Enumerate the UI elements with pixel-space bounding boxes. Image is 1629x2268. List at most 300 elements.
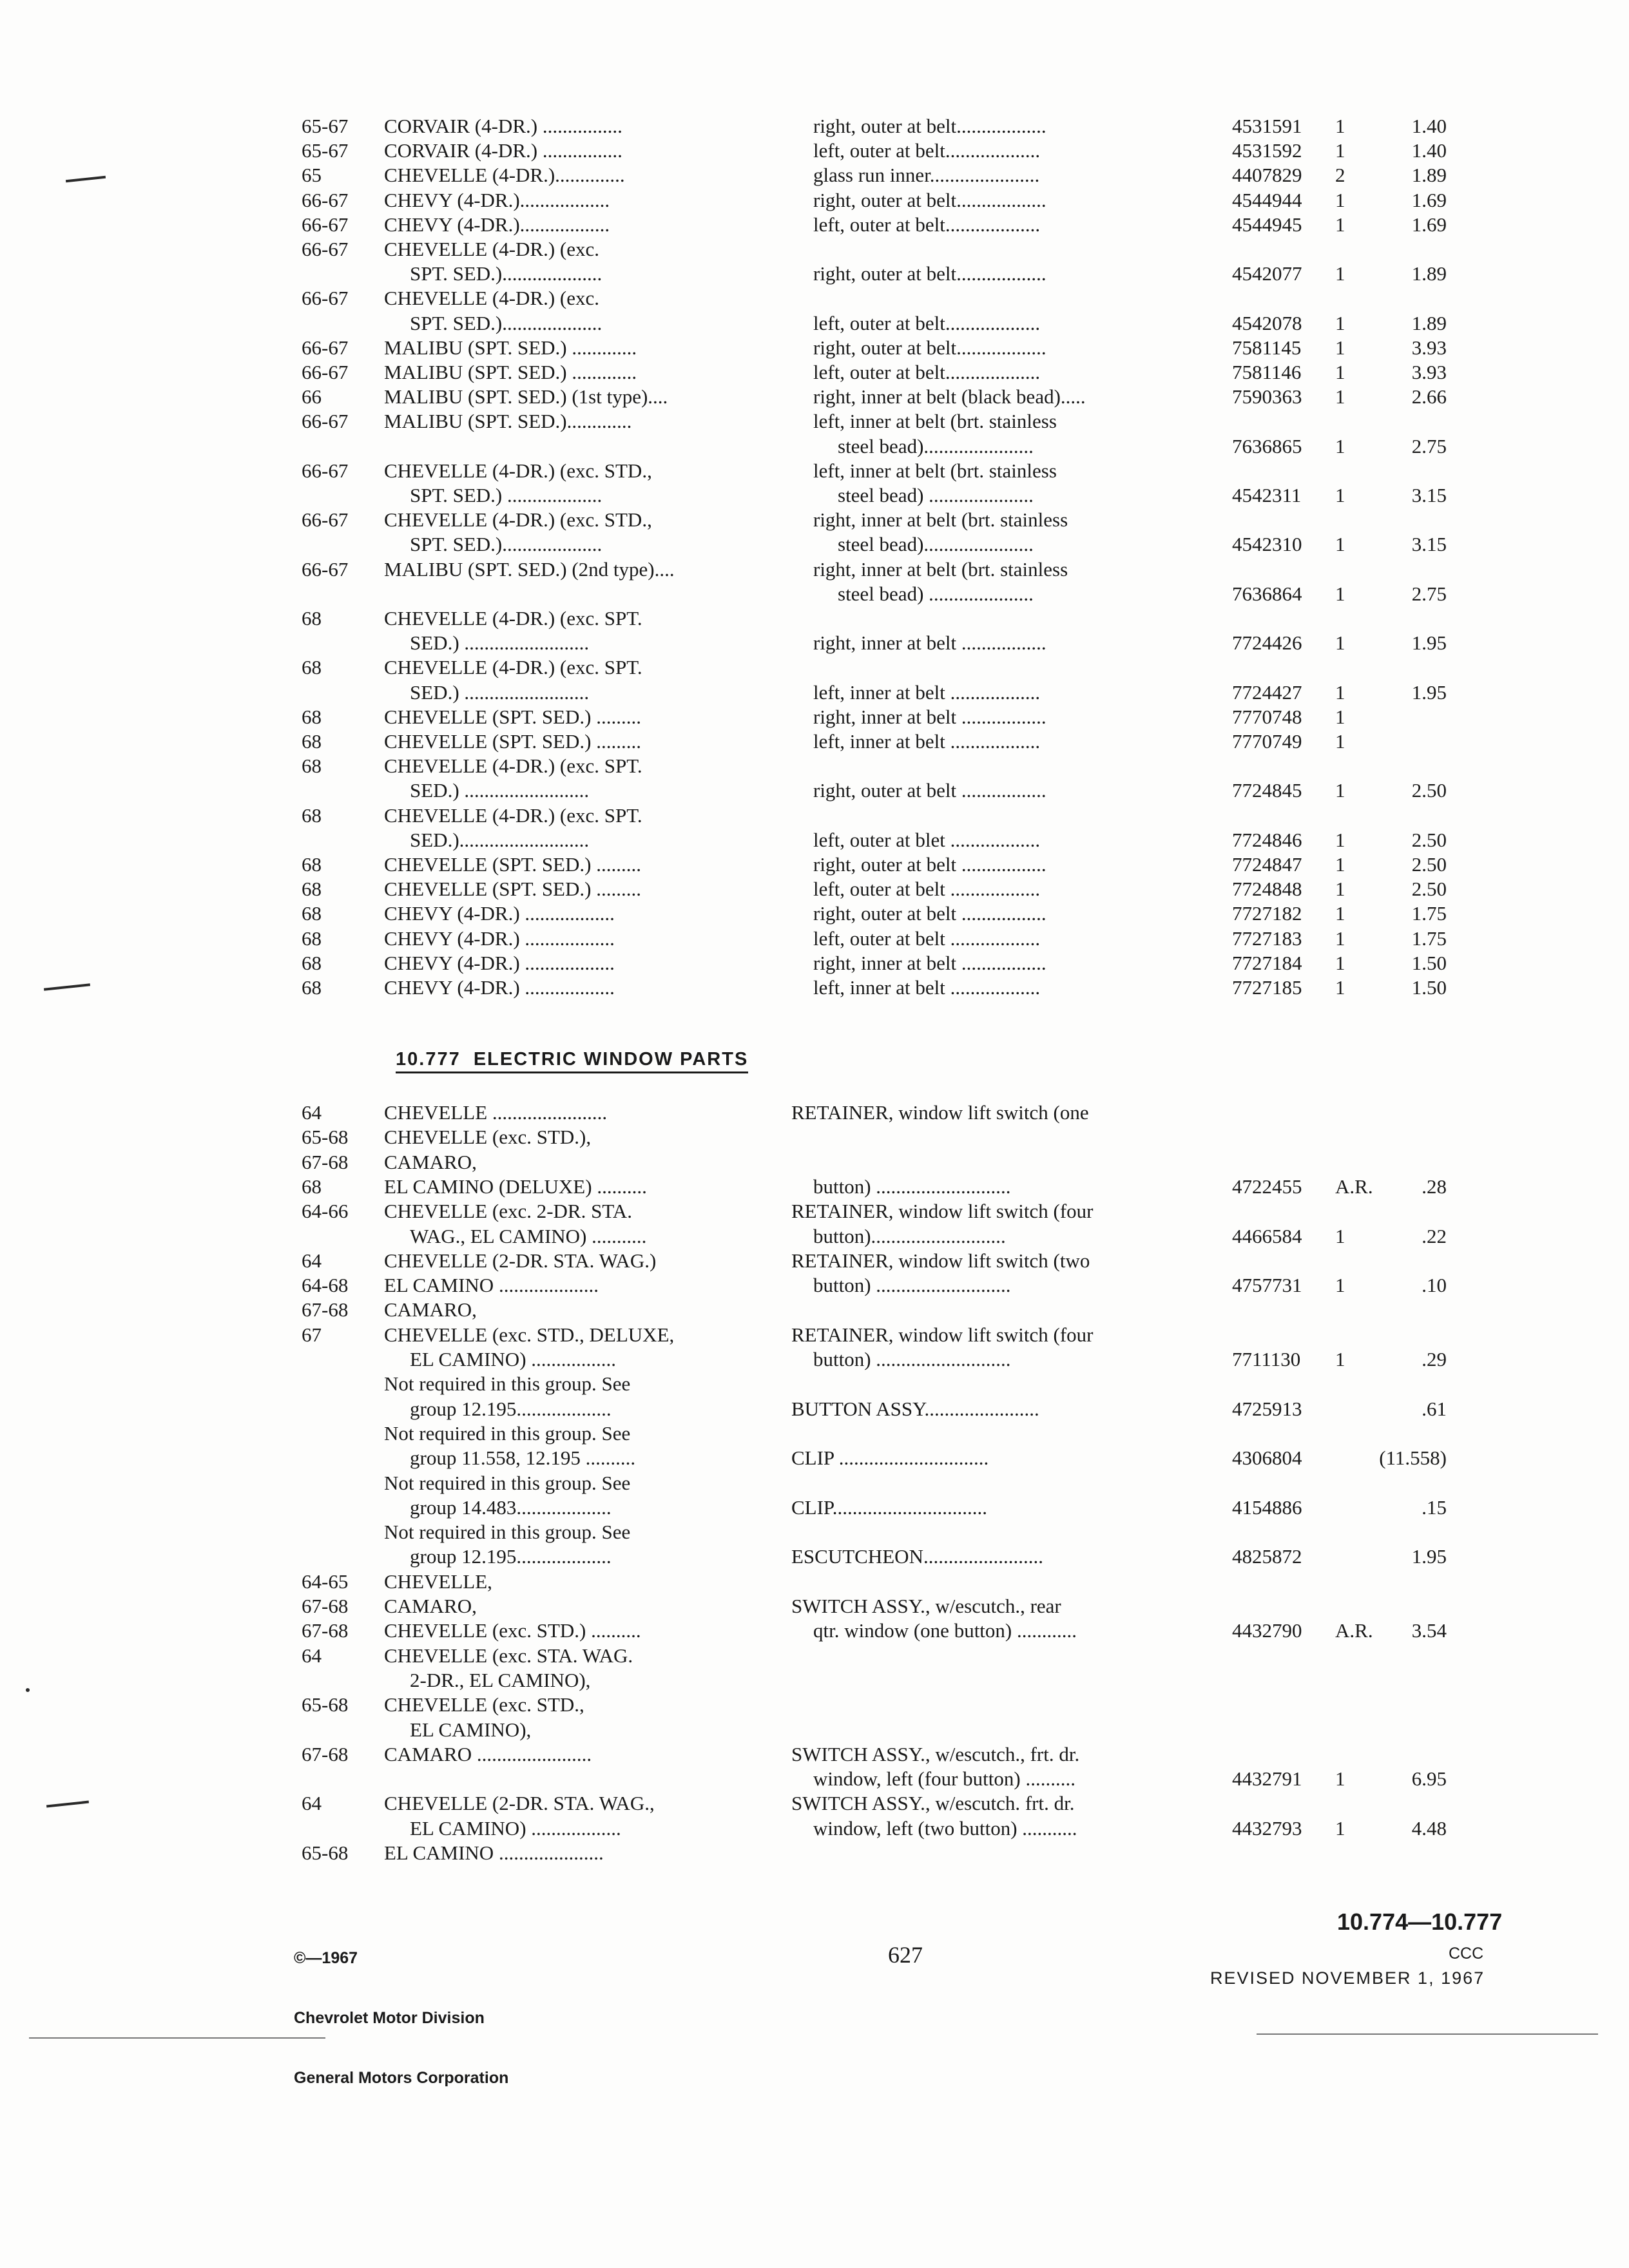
model-years: 66-67 — [302, 361, 349, 383]
table-row — [0, 1249, 1629, 1273]
application: CHEVELLE (4-DR.) (exc. SPT. — [384, 607, 642, 629]
table-row — [0, 434, 1629, 459]
application: CHEVELLE (SPT. SED.) ......... — [384, 705, 641, 728]
quantity: 1 — [1335, 484, 1345, 506]
price: 1.69 — [1411, 188, 1447, 211]
application: MALIBU (SPT. SED.) (2nd type).... — [384, 557, 675, 581]
price: 1.89 — [1411, 164, 1447, 187]
part-description-continued: button) ........................... — [813, 1175, 1011, 1198]
page-edge-rule — [1257, 2033, 1598, 2035]
table-row — [0, 1841, 1629, 1865]
quantity: 1 — [1335, 213, 1345, 236]
table-row — [0, 213, 1629, 237]
part-number: 4825872 — [1232, 1545, 1302, 1568]
model-years: 68 — [302, 878, 322, 901]
model-years: 68 — [302, 976, 322, 999]
application: CHEVELLE (exc. 2-DR. STA. — [384, 1200, 632, 1223]
application-continued: SPT. SED.).................... — [410, 311, 602, 334]
price: 2.66 — [1411, 385, 1447, 408]
part-number: 4306804 — [1232, 1446, 1302, 1470]
model-years: 65-67 — [302, 115, 349, 137]
table-row — [0, 1347, 1629, 1372]
price: 3.54 — [1411, 1619, 1447, 1642]
table-row — [0, 532, 1629, 557]
application: CHEVELLE (exc. STD.) .......... — [384, 1619, 641, 1642]
part-description: right, outer at belt.................. — [813, 336, 1046, 359]
part-description: right, outer at belt ................. — [813, 853, 1046, 876]
application: CHEVY (4-DR.).................. — [384, 188, 610, 211]
application: MALIBU (SPT. SED.)............. — [384, 410, 632, 433]
part-description: right, inner at belt ................. — [813, 951, 1046, 974]
application-continued: SPT. SED.).................... — [410, 533, 602, 556]
part-description: SWITCH ASSY., w/escutch. frt. dr. — [791, 1792, 1075, 1815]
model-years: 68 — [302, 951, 322, 974]
table-row — [0, 188, 1629, 213]
model-years: 66-67 — [302, 410, 349, 433]
model-years: 66-67 — [302, 213, 349, 236]
part-description-continued: button) ........................... — [813, 1274, 1011, 1297]
part-description: RETAINER, window lift switch (one — [791, 1101, 1089, 1124]
table-row — [0, 778, 1629, 803]
application-continued: EL CAMINO) ................. — [410, 1348, 617, 1370]
table-row — [0, 409, 1629, 434]
price: .28 — [1422, 1175, 1447, 1198]
part-number: 4725913 — [1232, 1397, 1302, 1420]
table-row — [0, 901, 1629, 926]
part-description-continued: steel bead) ..................... — [838, 484, 1034, 506]
application-continued: group 12.195................... — [410, 1545, 612, 1568]
part-description-continued: steel bead)...................... — [838, 434, 1034, 457]
part-description: right, inner at belt ................. — [813, 705, 1046, 728]
application: CHEVELLE ....................... — [384, 1101, 608, 1124]
part-number: 7770749 — [1232, 730, 1302, 753]
model-years: 68 — [302, 1175, 322, 1198]
quantity: 1 — [1335, 115, 1345, 137]
model-years: 66-67 — [302, 508, 349, 532]
price: 2.75 — [1411, 434, 1447, 457]
application-continued: SED.) ......................... — [410, 779, 590, 802]
application: CHEVELLE (2-DR. STA. WAG., — [384, 1792, 655, 1815]
quantity: 1 — [1335, 1274, 1345, 1297]
part-number: 7724426 — [1232, 631, 1302, 655]
table-row — [0, 1693, 1629, 1717]
model-years: 68 — [302, 754, 322, 778]
application: CHEVELLE (4-DR.) (exc. SPT. — [384, 803, 642, 827]
part-description: CLIP .............................. — [791, 1446, 989, 1470]
quantity: 1 — [1335, 1767, 1345, 1791]
application: CHEVELLE (4-DR.) (exc. SPT. — [384, 754, 642, 778]
quantity: 1 — [1335, 951, 1345, 974]
page-number: 627 — [888, 1942, 923, 1968]
table-row — [0, 1446, 1629, 1470]
table-row — [0, 803, 1629, 828]
price: 2.50 — [1411, 828, 1447, 851]
part-description-continued: button)........................... — [813, 1224, 1006, 1247]
model-years: 64 — [302, 1644, 322, 1667]
part-number: 4722455 — [1232, 1175, 1302, 1198]
part-number: 4544945 — [1232, 213, 1302, 236]
table-row — [0, 459, 1629, 483]
application-continued: group 12.195................... — [410, 1397, 612, 1420]
part-description: CLIP............................... — [791, 1495, 987, 1519]
part-description: right, outer at belt.................. — [813, 262, 1046, 285]
quantity: 1 — [1335, 680, 1345, 704]
part-description: SWITCH ASSY., w/escutch., rear — [791, 1595, 1061, 1617]
application-continued: SED.) ......................... — [410, 631, 590, 655]
price: 1.75 — [1411, 927, 1447, 950]
quantity: 1 — [1335, 361, 1345, 383]
table-row — [0, 114, 1629, 139]
part-description: left, inner at belt (brt. stainless — [813, 410, 1057, 433]
price: 1.95 — [1411, 631, 1447, 655]
part-description: right, outer at belt.................. — [813, 115, 1046, 137]
part-description: left, outer at belt................... — [813, 139, 1041, 162]
table-row — [0, 1471, 1629, 1495]
table-row — [0, 557, 1629, 582]
application: CHEVY (4-DR.).................. — [384, 213, 610, 236]
price: .22 — [1422, 1224, 1447, 1247]
part-description: RETAINER, window lift switch (four — [791, 1323, 1094, 1346]
quantity: 1 — [1335, 434, 1345, 457]
price: 1.69 — [1411, 213, 1447, 236]
model-years: 67-68 — [302, 1595, 349, 1617]
price: 1.40 — [1411, 115, 1447, 137]
part-number: 4432793 — [1232, 1816, 1302, 1840]
quantity: 1 — [1335, 631, 1345, 655]
application: CAMARO ....................... — [384, 1742, 592, 1765]
application-continued: SED.) ......................... — [410, 680, 590, 704]
quantity: 1 — [1335, 976, 1345, 999]
table-row — [0, 1495, 1629, 1520]
table-row — [0, 1718, 1629, 1742]
part-number: 4542310 — [1232, 533, 1302, 556]
table-row — [0, 705, 1629, 729]
part-number: 7590363 — [1232, 385, 1302, 408]
model-years: 64-65 — [302, 1570, 349, 1593]
quantity: 1 — [1335, 779, 1345, 802]
quantity: A.R. — [1335, 1175, 1373, 1198]
model-years: 68 — [302, 803, 322, 827]
table-row — [0, 680, 1629, 705]
application: CHEVELLE (2-DR. STA. WAG.) — [384, 1249, 657, 1272]
quantity: 1 — [1335, 262, 1345, 285]
part-number: 7724427 — [1232, 680, 1302, 704]
part-number: 7636865 — [1232, 434, 1302, 457]
price: 3.15 — [1411, 533, 1447, 556]
table-row — [0, 237, 1629, 262]
part-number: 4432791 — [1232, 1767, 1302, 1791]
table-row — [0, 311, 1629, 336]
table-row — [0, 1224, 1629, 1249]
table-row — [0, 1100, 1629, 1125]
quantity: 1 — [1335, 139, 1345, 162]
model-years: 64-68 — [302, 1274, 349, 1297]
table-row — [0, 729, 1629, 754]
model-years: 66 — [302, 385, 322, 408]
price: .29 — [1422, 1348, 1447, 1370]
quantity: 2 — [1335, 164, 1345, 187]
model-years: 68 — [302, 656, 322, 679]
model-years: 67-68 — [302, 1298, 349, 1321]
price: 1.95 — [1411, 1545, 1447, 1568]
table-row — [0, 139, 1629, 163]
model-years: 68 — [302, 853, 322, 876]
part-number: 7724848 — [1232, 878, 1302, 901]
quantity: 1 — [1335, 878, 1345, 901]
part-description: left, outer at belt .................. — [813, 927, 1041, 950]
application: CHEVELLE (exc. STD., — [384, 1693, 584, 1716]
part-description: left, inner at belt .................. — [813, 680, 1041, 704]
application: CHEVELLE, — [384, 1570, 492, 1593]
table-row — [0, 1125, 1629, 1149]
part-number: 7724846 — [1232, 828, 1302, 851]
quantity: 1 — [1335, 533, 1345, 556]
group-range: 10.774—10.777 — [1337, 1908, 1503, 1935]
application: CHEVELLE (exc. STD., DELUXE, — [384, 1323, 675, 1346]
part-number: 7724847 — [1232, 853, 1302, 876]
application: CORVAIR (4-DR.) ................ — [384, 139, 622, 162]
part-description-continued: steel bead) ..................... — [838, 582, 1034, 605]
part-number: 4542078 — [1232, 311, 1302, 334]
table-row — [0, 606, 1629, 631]
part-description: left, outer at belt................... — [813, 311, 1041, 334]
part-number: 4757731 — [1232, 1274, 1302, 1297]
table-row — [0, 754, 1629, 778]
model-years: 65-68 — [302, 1693, 349, 1716]
table-row — [0, 483, 1629, 508]
table-row — [0, 1791, 1629, 1816]
table-row — [0, 852, 1629, 877]
price: 3.93 — [1411, 361, 1447, 383]
model-years: 68 — [302, 927, 322, 950]
page-edge-rule — [29, 2037, 325, 2039]
application: CHEVY (4-DR.) .................. — [384, 976, 615, 999]
application: EL CAMINO ..................... — [384, 1841, 604, 1864]
price: 1.89 — [1411, 311, 1447, 334]
quantity: 1 — [1335, 188, 1345, 211]
part-number: 4542077 — [1232, 262, 1302, 285]
application-continued: WAG., EL CAMINO) ........... — [410, 1224, 647, 1247]
part-description: right, outer at belt ................. — [813, 779, 1046, 802]
model-years: 67 — [302, 1323, 322, 1346]
quantity: 1 — [1335, 1348, 1345, 1370]
price: 1.40 — [1411, 139, 1447, 162]
revision-date: REVISED NOVEMBER 1, 1967 — [1210, 1968, 1485, 1988]
part-number: 7636864 — [1232, 582, 1302, 605]
part-number: 4154886 — [1232, 1495, 1302, 1519]
price: (11.558) — [1379, 1446, 1447, 1470]
application: CHEVELLE (4-DR.) (exc. — [384, 238, 600, 260]
table-row — [0, 286, 1629, 311]
application: Not required in this group. See — [384, 1421, 631, 1445]
table-row — [0, 975, 1629, 1000]
application: CHEVELLE (SPT. SED.) ......... — [384, 853, 641, 876]
part-number: 4466584 — [1232, 1224, 1302, 1247]
price: 6.95 — [1411, 1767, 1447, 1791]
part-description: left, outer at belt................... — [813, 213, 1041, 236]
division-name: Chevrolet Motor Division — [294, 2009, 485, 2027]
table-row — [0, 631, 1629, 655]
model-years: 66-67 — [302, 459, 349, 482]
quantity: 1 — [1335, 902, 1345, 925]
part-number: 4531592 — [1232, 139, 1302, 162]
application: CAMARO, — [384, 1150, 477, 1173]
application: CHEVY (4-DR.) .................. — [384, 927, 615, 950]
table-row — [0, 508, 1629, 532]
application: CHEVELLE (SPT. SED.) ......... — [384, 730, 641, 753]
part-description: left, inner at belt .................. — [813, 976, 1041, 999]
application: CAMARO, — [384, 1298, 477, 1321]
application-continued: 2-DR., EL CAMINO), — [410, 1668, 591, 1691]
part-description: right, outer at belt ................. — [813, 902, 1046, 925]
application: Not required in this group. See — [384, 1521, 631, 1544]
table-row — [0, 360, 1629, 385]
table-row — [0, 1273, 1629, 1298]
quantity: 1 — [1335, 336, 1345, 359]
catalog-code: CCC — [1449, 1945, 1484, 1963]
application-continued: group 11.558, 12.195 .......... — [410, 1446, 636, 1470]
part-number: 7581145 — [1232, 336, 1302, 359]
part-number: 7724845 — [1232, 779, 1302, 802]
part-description: left, outer at blet .................. — [813, 828, 1041, 851]
model-years: 64 — [302, 1792, 322, 1815]
application: CHEVY (4-DR.) .................. — [384, 951, 615, 974]
application: CHEVELLE (4-DR.) (exc. STD., — [384, 508, 652, 532]
table-row — [0, 1767, 1629, 1791]
application-continued: SED.).......................... — [410, 828, 590, 851]
price: 1.89 — [1411, 262, 1447, 285]
table-row — [0, 1298, 1629, 1322]
application-continued: EL CAMINO), — [410, 1718, 532, 1741]
table-row — [0, 1619, 1629, 1643]
table-row — [0, 1742, 1629, 1767]
table-row — [0, 655, 1629, 680]
model-years: 67-68 — [302, 1150, 349, 1173]
application: MALIBU (SPT. SED.) ............. — [384, 361, 637, 383]
table-row — [0, 336, 1629, 360]
section-heading: 10.777 ELECTRIC WINDOW PARTS — [396, 1049, 748, 1073]
table-row — [0, 1175, 1629, 1199]
model-years: 68 — [302, 607, 322, 629]
application-continued: SPT. SED.).................... — [410, 262, 602, 285]
price: .61 — [1422, 1397, 1447, 1420]
price: 4.48 — [1411, 1816, 1447, 1840]
quantity: A.R. — [1335, 1619, 1373, 1642]
model-years: 67-68 — [302, 1742, 349, 1765]
table-row — [0, 1372, 1629, 1396]
table-row — [0, 163, 1629, 187]
table-row — [0, 951, 1629, 975]
table-row — [0, 877, 1629, 901]
price: 3.93 — [1411, 336, 1447, 359]
quantity: 1 — [1335, 853, 1345, 876]
quantity: 1 — [1335, 730, 1345, 753]
application: CHEVELLE (4-DR.) (exc. SPT. — [384, 656, 642, 679]
part-description: SWITCH ASSY., w/escutch., frt. dr. — [791, 1742, 1080, 1765]
part-description: left, inner at belt (brt. stainless — [813, 459, 1057, 482]
application: EL CAMINO (DELUXE) .......... — [384, 1175, 647, 1198]
model-years: 64-66 — [302, 1200, 349, 1223]
table-row — [0, 1520, 1629, 1544]
table-row — [0, 1150, 1629, 1175]
part-number: 4432790 — [1232, 1619, 1302, 1642]
price: 1.50 — [1411, 976, 1447, 999]
part-number: 7727182 — [1232, 902, 1302, 925]
model-years: 65-68 — [302, 1126, 349, 1149]
part-description-continued: button) ........................... — [813, 1348, 1011, 1370]
part-description: right, outer at belt.................. — [813, 188, 1046, 211]
application: Not required in this group. See — [384, 1471, 631, 1494]
table-row — [0, 385, 1629, 409]
part-number: 7770748 — [1232, 705, 1302, 728]
model-years: 66-67 — [302, 287, 349, 310]
table-row — [0, 1544, 1629, 1569]
part-number: 7727184 — [1232, 951, 1302, 974]
table-row — [0, 1644, 1629, 1668]
corporation-name: General Motors Corporation — [294, 2069, 509, 2087]
part-description-continued: qtr. window (one button) ............ — [813, 1619, 1077, 1642]
part-description: RETAINER, window lift switch (four — [791, 1200, 1094, 1223]
scan-mark — [26, 1688, 30, 1692]
model-years: 68 — [302, 705, 322, 728]
part-description: right, inner at belt (brt. stainless — [813, 557, 1068, 581]
table-row — [0, 1816, 1629, 1841]
price: .10 — [1422, 1274, 1447, 1297]
application: CHEVY (4-DR.) .................. — [384, 902, 615, 925]
model-years: 68 — [302, 902, 322, 925]
part-number: 4544944 — [1232, 188, 1302, 211]
table-row — [0, 828, 1629, 852]
quantity: 1 — [1335, 705, 1345, 728]
model-years: 64 — [302, 1101, 322, 1124]
application-continued: group 14.483................... — [410, 1495, 612, 1519]
quantity: 1 — [1335, 927, 1345, 950]
model-years: 66-67 — [302, 238, 349, 260]
application: CHEVELLE (4-DR.) (exc. — [384, 287, 600, 310]
table-row — [0, 1397, 1629, 1421]
model-years: 65-68 — [302, 1841, 349, 1864]
part-description: glass run inner...................... — [813, 164, 1040, 187]
price: .15 — [1422, 1495, 1447, 1519]
model-years: 65-67 — [302, 139, 349, 162]
part-description: RETAINER, window lift switch (two — [791, 1249, 1090, 1272]
price: 2.50 — [1411, 878, 1447, 901]
price: 1.95 — [1411, 680, 1447, 704]
price: 2.50 — [1411, 779, 1447, 802]
model-years: 67-68 — [302, 1619, 349, 1642]
part-description-continued: window, left (four button) .......... — [813, 1767, 1075, 1791]
application: MALIBU (SPT. SED.) (1st type).... — [384, 385, 668, 408]
application: MALIBU (SPT. SED.) ............. — [384, 336, 637, 359]
application: CAMARO, — [384, 1595, 477, 1617]
table-row — [0, 262, 1629, 286]
part-number: 4407829 — [1232, 164, 1302, 187]
quantity: 1 — [1335, 828, 1345, 851]
application: CORVAIR (4-DR.) ................ — [384, 115, 622, 137]
application-continued: EL CAMINO) .................. — [410, 1816, 621, 1840]
part-description: BUTTON ASSY....................... — [791, 1397, 1039, 1420]
quantity: 1 — [1335, 582, 1345, 605]
part-number: 7711130 — [1232, 1348, 1301, 1370]
part-number: 7581146 — [1232, 361, 1302, 383]
application: CHEVELLE (exc. STD.), — [384, 1126, 592, 1149]
part-description: left, outer at belt .................. — [813, 878, 1041, 901]
table-row — [0, 1594, 1629, 1619]
quantity: 1 — [1335, 311, 1345, 334]
model-years: 64 — [302, 1249, 322, 1272]
part-description: ESCUTCHEON........................ — [791, 1545, 1043, 1568]
table-row — [0, 1199, 1629, 1224]
